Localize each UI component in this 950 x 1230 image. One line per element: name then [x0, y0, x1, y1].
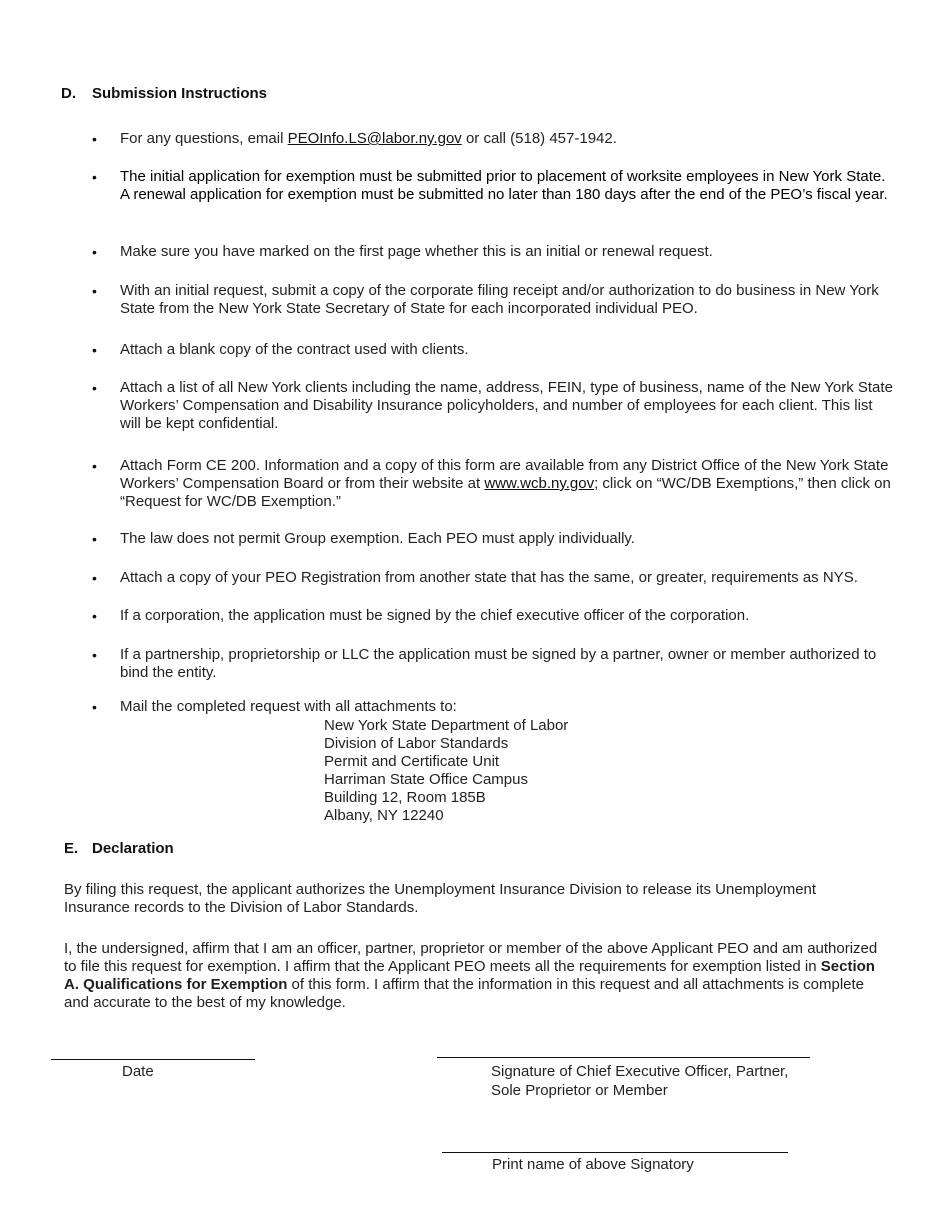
- bullet: •: [92, 458, 97, 474]
- address-line: New York State Department of Labor: [324, 717, 569, 734]
- bullet: •: [92, 283, 97, 299]
- section-e-letter: E.: [64, 840, 79, 857]
- bullet: •: [92, 244, 97, 260]
- signature-line[interactable]: [437, 1057, 810, 1058]
- instruction-form-ce200: Attach Form CE 200. Information and a copy of this form are available from any District Office of the New York State Workers’ Compensation Board or from their website at www.wcb.ny.gov; click on “WC/DB Exemptions,” then click on “Request for WC/DB Exemption.”: [120, 457, 891, 510]
- address-line: Building 12, Room 185B: [324, 789, 486, 806]
- instruction-group-exemption: The law does not permit Group exemption. Each PEO must apply individually.: [120, 530, 635, 547]
- address-line: Albany, NY 12240: [324, 807, 444, 824]
- date-label: Date: [122, 1063, 154, 1080]
- address-line: Permit and Certificate Unit: [324, 753, 500, 770]
- bullet: •: [92, 647, 97, 663]
- mailing-address: [324, 717, 568, 825]
- section-e-title: Declaration: [92, 840, 174, 857]
- instruction-contract: Attach a blank copy of the contract used with clients.: [120, 341, 469, 358]
- bullet: •: [92, 608, 97, 624]
- print-name-label: Print name of above Signatory: [492, 1156, 694, 1173]
- instruction-partnership-signature: If a partnership, proprietorship or LLC the application must be signed by a partner, owner or member authorized to bind the entity.: [120, 646, 877, 681]
- section-d-letter: D.: [61, 85, 76, 102]
- section-d-title: Submission Instructions: [92, 85, 268, 102]
- bullet: •: [92, 131, 97, 147]
- declaration-affirmation-paragraph: I, the undersigned, affirm that I am an officer, partner, proprietor or member of the above Applicant PEO and am authorized to file this request for exemption. I affirm that the Applicant PEO meets all the requirements for exemption listed in Section A. Qualifications for Exemption of this form. I affirm that the information in this request and all attachments is complete and accurate to the best of my knowledge.: [64, 940, 878, 1011]
- declaration-release-paragraph: By filing this request, the applicant authorizes the Unemployment Insurance Division to release its Unemployment Insurance records to the Division of Labor Standards.: [64, 881, 817, 916]
- instruction-corporation-signature: If a corporation, the application must be signed by the chief executive officer of the corporation.: [120, 607, 750, 624]
- email-link[interactable]: PEOInfo.LS@labor.ny.gov: [287, 130, 462, 147]
- instruction-mark-request-type: Make sure you have marked on the first page whether this is an initial or renewal request.: [120, 243, 713, 260]
- bullet: •: [92, 531, 97, 547]
- bullet: •: [92, 342, 97, 358]
- instruction-contact: For any questions, email PEOInfo.LS@labor.ny.gov or call (518) 457-1942.: [120, 130, 617, 147]
- wcb-website-link[interactable]: www.wcb.ny.gov: [484, 475, 595, 492]
- print-name-line[interactable]: [442, 1152, 788, 1153]
- signature-label: Signature of Chief Executive Officer, Partner, Sole Proprietor or Member: [491, 1063, 789, 1099]
- bullet: •: [92, 169, 97, 185]
- instruction-deadline: The initial application for exemption must be submitted prior to placement of worksite employees in New York State. A renewal application for exemption must be submitted no later than 180 days after the end of the PEO’s fiscal year.: [120, 168, 888, 203]
- instruction-mail: Mail the completed request with all attachments to:: [120, 698, 457, 715]
- instruction-filing-receipt: With an initial request, submit a copy of the corporate filing receipt and/or authorization to do business in New York State from the New York State Secretary of State for each incorporated individual PEO.: [120, 282, 879, 317]
- instruction-peo-registration: Attach a copy of your PEO Registration from another state that has the same, or greater, requirements as NYS.: [120, 569, 858, 586]
- address-line: Division of Labor Standards: [324, 735, 509, 752]
- bullet: •: [92, 699, 97, 715]
- address-line: Harriman State Office Campus: [324, 771, 528, 788]
- instruction-client-list: Attach a list of all New York clients including the name, address, FEIN, type of business, name of the New York State Workers’ Compensation and Disability Insurance policyholders, and number of employees for each client. This list will be kept confidential.: [120, 379, 893, 432]
- bullet: •: [92, 380, 97, 396]
- bullet: •: [92, 570, 97, 586]
- date-line[interactable]: [51, 1059, 255, 1060]
- section-a-reference: Section A. Qualifications for Exemption: [64, 958, 875, 993]
